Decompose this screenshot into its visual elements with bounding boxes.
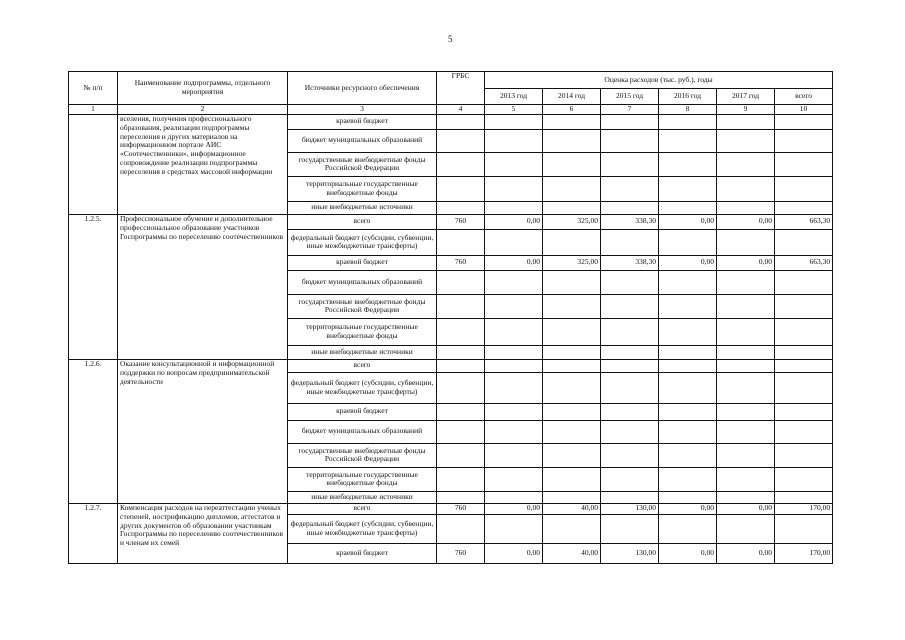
grbs-code [437, 176, 485, 201]
grbs-code [437, 318, 485, 345]
amount-cell [601, 420, 659, 443]
funding-source: всего [288, 359, 437, 372]
page-number: 5 [448, 34, 453, 44]
item-name: Компенсация расходов на переаттестацию ученых степеней, нострификацию дипломов, аттестатов и других документов об образовании участникам Госпрограммы по переселению соотечественников и членам их семей [118, 503, 288, 563]
funding-source: всего [288, 503, 437, 514]
grbs-code [437, 229, 485, 255]
index-cell: 7 [601, 105, 659, 115]
amount-cell [601, 443, 659, 467]
amount-cell [659, 443, 717, 467]
amount-cell [717, 514, 775, 543]
index-cell: 3 [288, 105, 437, 115]
amount-total [775, 345, 833, 359]
amount-cell [601, 491, 659, 503]
grbs-code [437, 443, 485, 467]
item-number: 1.2.5. [69, 214, 118, 359]
grbs-code: 760 [437, 255, 485, 270]
grbs-code: 760 [437, 214, 485, 229]
amount-total: 170,00 [775, 503, 833, 514]
amount-cell [485, 345, 543, 359]
amount-cell [659, 467, 717, 491]
amount-cell [601, 229, 659, 255]
amount-total [775, 318, 833, 345]
amount-cell [601, 359, 659, 372]
amount-total [775, 467, 833, 491]
header-grbs: ГРБС [437, 72, 485, 105]
amount-cell [543, 467, 601, 491]
amount-cell [717, 372, 775, 403]
funding-source: государственные внебюджетные фонды Российской Федерации [288, 152, 437, 176]
amount-cell [601, 114, 659, 129]
item-number: 1.2.6. [69, 359, 118, 503]
amount-cell [659, 318, 717, 345]
amount-cell [485, 176, 543, 201]
funding-source: территориальные государственные внебюджетные фонды [288, 318, 437, 345]
amount-cell [485, 229, 543, 255]
index-cell: 4 [437, 105, 485, 115]
header-total: всего [775, 89, 833, 105]
amount-cell: 130,00 [601, 503, 659, 514]
amount-cell [543, 403, 601, 420]
amount-total [775, 176, 833, 201]
amount-cell [717, 201, 775, 214]
amount-cell [543, 491, 601, 503]
grbs-code [437, 129, 485, 152]
funding-source: иные внебюджетные источники [288, 345, 437, 359]
amount-total [775, 443, 833, 467]
amount-cell [543, 514, 601, 543]
header-year: 2013 год [485, 89, 543, 105]
amount-cell [659, 372, 717, 403]
grbs-code [437, 514, 485, 543]
amount-cell [543, 229, 601, 255]
amount-total [775, 403, 833, 420]
amount-cell [659, 514, 717, 543]
amount-total [775, 152, 833, 176]
amount-total [775, 294, 833, 318]
amount-cell: 0,00 [659, 255, 717, 270]
amount-cell [543, 129, 601, 152]
amount-cell [717, 345, 775, 359]
amount-total [775, 514, 833, 543]
funding-source: государственные внебюджетные фонды Российской Федерации [288, 294, 437, 318]
grbs-code [437, 420, 485, 443]
amount-cell [601, 201, 659, 214]
amount-cell [717, 403, 775, 420]
amount-cell [543, 294, 601, 318]
amount-cell [485, 403, 543, 420]
grbs-code [437, 294, 485, 318]
amount-cell [717, 443, 775, 467]
amount-cell [717, 359, 775, 372]
item-name: Оказание консультационной и информационной поддержки по вопросам предпринимательской деятельности [118, 359, 288, 503]
table-row [69, 359, 833, 372]
amount-total [775, 420, 833, 443]
index-row [69, 105, 833, 115]
amount-cell [717, 229, 775, 255]
amount-cell [543, 372, 601, 403]
header-year: 2017 год [717, 89, 775, 105]
funding-source: федеральный бюджет (субсидии, субвенции, иные межбюджетные трансферты) [288, 372, 437, 403]
grbs-code [437, 372, 485, 403]
header-year: 2015 год [601, 89, 659, 105]
header-num: № п/п [69, 72, 118, 105]
amount-cell [659, 229, 717, 255]
amount-cell [659, 129, 717, 152]
amount-cell [485, 514, 543, 543]
amount-cell [717, 129, 775, 152]
amount-cell [717, 270, 775, 294]
amount-total [775, 129, 833, 152]
amount-cell: 0,00 [485, 214, 543, 229]
amount-cell [543, 152, 601, 176]
amount-cell [543, 318, 601, 345]
amount-cell [485, 114, 543, 129]
amount-cell [659, 403, 717, 420]
funding-source: бюджет муниципальных образований [288, 129, 437, 152]
amount-cell [717, 176, 775, 201]
grbs-code [437, 114, 485, 129]
amount-cell [717, 491, 775, 503]
item-number: 1.2.7. [69, 503, 118, 563]
funding-source: всего [288, 214, 437, 229]
amount-cell [601, 372, 659, 403]
amount-cell: 0,00 [659, 214, 717, 229]
amount-cell [659, 152, 717, 176]
amount-cell: 0,00 [485, 255, 543, 270]
amount-cell: 0,00 [717, 503, 775, 514]
amount-cell [659, 270, 717, 294]
grbs-code [437, 491, 485, 503]
item-name: Профессиональное обучение и дополнительное профессиональное образование участников Госпрограммы по переселению соотечественников [118, 214, 288, 359]
amount-cell [659, 359, 717, 372]
funding-source: территориальные государственные внебюджетные фонды [288, 176, 437, 201]
table-row [69, 503, 833, 514]
amount-total [775, 270, 833, 294]
index-cell: 5 [485, 105, 543, 115]
amount-cell [485, 372, 543, 403]
amount-cell: 0,00 [485, 503, 543, 514]
header-year: 2014 год [543, 89, 601, 105]
amount-cell [543, 270, 601, 294]
amount-total [775, 491, 833, 503]
funding-source: иные внебюджетные источники [288, 491, 437, 503]
amount-cell: 0,00 [717, 255, 775, 270]
header-year: 2016 год [659, 89, 717, 105]
amount-cell: 338,30 [601, 214, 659, 229]
item-number [69, 114, 118, 214]
amount-cell [485, 294, 543, 318]
amount-total [775, 201, 833, 214]
amount-cell: 40,00 [543, 503, 601, 514]
amount-cell [543, 201, 601, 214]
index-cell: 6 [543, 105, 601, 115]
amount-cell [717, 294, 775, 318]
amount-cell: 40,00 [543, 543, 601, 563]
funding-source: государственные внебюджетные фонды Российской Федерации [288, 443, 437, 467]
funding-source: иные внебюджетные источники [288, 201, 437, 214]
amount-cell: 0,00 [659, 503, 717, 514]
amount-cell [717, 420, 775, 443]
amount-cell [601, 318, 659, 345]
amount-cell [659, 420, 717, 443]
amount-cell [485, 129, 543, 152]
amount-cell [485, 443, 543, 467]
amount-cell [485, 359, 543, 372]
funding-source: федеральный бюджет (субсидии, субвенции, иные межбюджетные трансферты) [288, 229, 437, 255]
funding-source: бюджет муниципальных образований [288, 270, 437, 294]
amount-total [775, 372, 833, 403]
amount-cell [543, 345, 601, 359]
amount-cell [485, 270, 543, 294]
amount-cell [485, 491, 543, 503]
amount-cell: 0,00 [717, 214, 775, 229]
amount-cell [601, 514, 659, 543]
amount-total [775, 229, 833, 255]
amount-cell: 0,00 [485, 543, 543, 563]
amount-cell [543, 420, 601, 443]
amount-cell [601, 270, 659, 294]
funding-source: краевой бюджет [288, 543, 437, 563]
amount-cell [659, 114, 717, 129]
amount-cell [601, 129, 659, 152]
budget-table [68, 71, 833, 564]
grbs-code [437, 270, 485, 294]
amount-total: 170,00 [775, 543, 833, 563]
amount-cell [485, 318, 543, 345]
table-row [69, 214, 833, 229]
grbs-code: 760 [437, 503, 485, 514]
amount-cell [717, 114, 775, 129]
amount-cell [601, 176, 659, 201]
item-name: вселения, получения профессионального образования, реализации подпрограммы переселения и других материалов на информационном портале АИС «Соотечественники», информационное сопровождение реализации подпрограммы переселения в средствах массовой информации [118, 114, 288, 214]
index-cell: 8 [659, 105, 717, 115]
header-estimate: Оценка расходов (тыс. руб.), годы [485, 72, 833, 89]
amount-cell [485, 201, 543, 214]
amount-cell [485, 152, 543, 176]
amount-cell: 0,00 [659, 543, 717, 563]
amount-cell [659, 345, 717, 359]
amount-cell [543, 114, 601, 129]
amount-total: 663,30 [775, 214, 833, 229]
funding-source: краевой бюджет [288, 255, 437, 270]
grbs-code [437, 345, 485, 359]
amount-cell: 338,30 [601, 255, 659, 270]
amount-cell [601, 152, 659, 176]
amount-cell [659, 491, 717, 503]
header-name: Наименование подпрограммы, отдельного мероприятия [118, 72, 288, 105]
amount-cell [485, 420, 543, 443]
amount-total [775, 359, 833, 372]
grbs-code [437, 201, 485, 214]
amount-cell [601, 403, 659, 420]
amount-cell [659, 176, 717, 201]
header-source: Источники ресурсного обеспечения [288, 72, 437, 105]
grbs-code [437, 152, 485, 176]
grbs-code [437, 403, 485, 420]
grbs-code [437, 467, 485, 491]
funding-source: бюджет муниципальных образований [288, 420, 437, 443]
grbs-code: 760 [437, 543, 485, 563]
amount-cell: 130,00 [601, 543, 659, 563]
funding-source: краевой бюджет [288, 403, 437, 420]
amount-cell [485, 467, 543, 491]
amount-cell [601, 294, 659, 318]
amount-cell [717, 152, 775, 176]
amount-cell [543, 359, 601, 372]
funding-source: федеральный бюджет (субсидии, субвенции, иные межбюджетные трансферты) [288, 514, 437, 543]
amount-cell: 325,00 [543, 214, 601, 229]
amount-cell [543, 443, 601, 467]
amount-cell [601, 467, 659, 491]
index-cell: 2 [118, 105, 288, 115]
amount-cell [659, 201, 717, 214]
amount-cell: 325,00 [543, 255, 601, 270]
amount-cell [601, 345, 659, 359]
grbs-code [437, 359, 485, 372]
amount-cell [717, 467, 775, 491]
index-cell: 1 [69, 105, 118, 115]
amount-total [775, 114, 833, 129]
index-cell: 10 [775, 105, 833, 115]
amount-total: 663,30 [775, 255, 833, 270]
table-row [69, 114, 833, 129]
amount-cell: 0,00 [717, 543, 775, 563]
amount-cell [659, 294, 717, 318]
amount-cell [543, 176, 601, 201]
funding-source: территориальные государственные внебюджетные фонды [288, 467, 437, 491]
index-cell: 9 [717, 105, 775, 115]
amount-cell [717, 318, 775, 345]
funding-source: краевой бюджет [288, 114, 437, 129]
